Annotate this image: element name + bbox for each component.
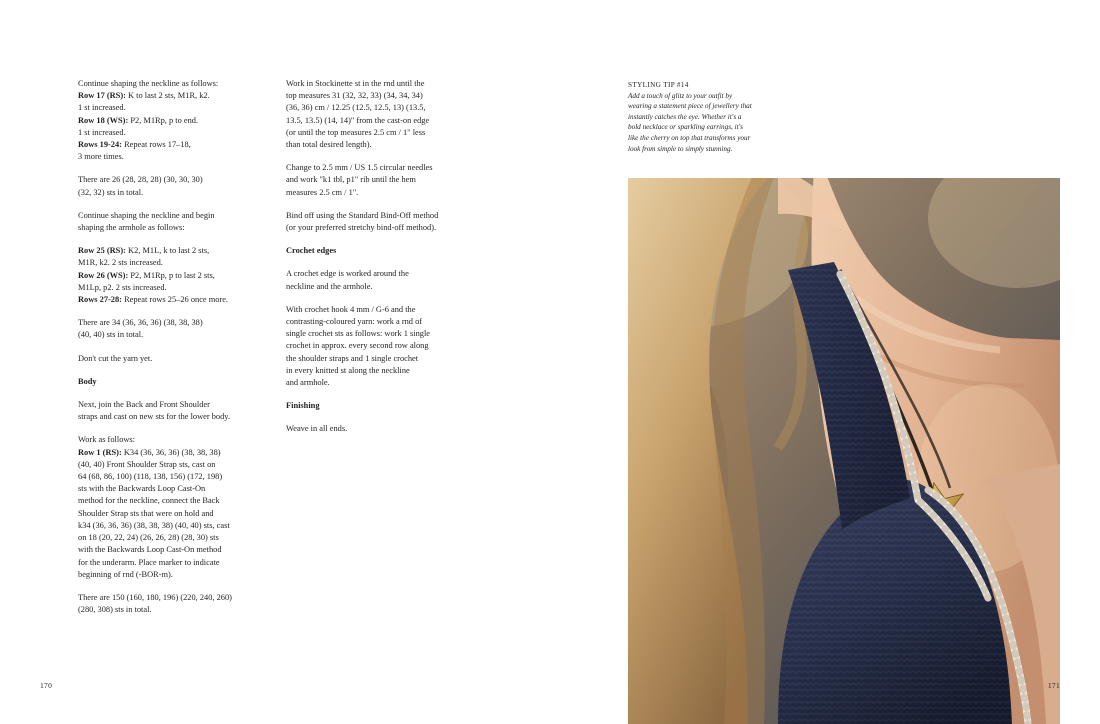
text-inc-2: 1 st increased. (78, 127, 126, 137)
text-row-18: P2, M1Rp, p to end. (130, 115, 199, 125)
styling-tip (628, 80, 754, 154)
text-continue-neckline: Continue shaping the neckline as follows: (78, 79, 219, 88)
label-row-18: Row 18 (WS): (78, 115, 129, 125)
heading-body: Body (78, 376, 97, 386)
text-rows-19-24: Repeat rows 17–18, (124, 140, 191, 150)
paragraph-crochet-detail: With crochet hook 4 mm / G-6 and the contrasting-coloured yarn: work a rnd of single crochet sts as follows: work 1 single crochet in approx. every second row along the shoulder straps and 1 single crochet in every knitted st along the neckline and armhole. (286, 304, 430, 388)
paragraph-row17-24 (78, 78, 262, 163)
text-row-26-cont: M1Lp, p2. 2 sts increased. (78, 282, 167, 292)
paragraph-dont-cut-yarn: Don't cut the yarn yet. (78, 353, 153, 363)
label-row-17: Row 17 (RS): (78, 91, 126, 101)
left-column-1 (78, 78, 262, 627)
paragraph-weave-ends: Weave in all ends. (286, 424, 348, 434)
paragraph-rib-hem: Change to 2.5 mm / US 1.5 circular needles and work "k1 tbl, p1" rib until the hem measures 2.5 cm / 1". (286, 163, 433, 197)
paragraph-stitch-count-2: There are 34 (36, 36, 36) (38, 38, 38) (40, 40) sts in total. (78, 318, 203, 340)
text-rows-27-28: Repeat rows 25–26 once more. (124, 295, 229, 305)
text-row-25-cont: M1R, k2. 2 sts increased. (78, 258, 163, 268)
text-row-26: P2, M1Rp, p to last 2 sts, (130, 270, 215, 280)
text-row-17: K to last 2 sts, M1R, k2. (128, 91, 210, 101)
label-row-26: Row 26 (WS): (78, 270, 129, 280)
text-row-1: K34 (36, 36, 36) (38, 38, 38) (123, 447, 221, 457)
styling-tip-title: STYLING TIP #14 (628, 81, 689, 89)
heading-crochet-edges: Crochet edges (286, 246, 337, 256)
paragraph-stitch-count-1: There are 26 (28, 28, 28) (30, 30, 30) (32, 32) sts in total. (78, 175, 203, 197)
text-rows-19-24-cont: 3 more times. (78, 152, 124, 162)
paragraph-rows-25-28 (78, 245, 262, 306)
text-inc-1: 1 st increased. (78, 103, 126, 113)
paragraph-stitch-count-3: There are 150 (160, 180, 196) (220, 240, 260) (280, 308) sts in total. (78, 592, 232, 615)
paragraph-crochet-intro: A crochet edge is worked around the neckline and the armhole. (286, 269, 409, 291)
label-row-1: Row 1 (RS): (78, 447, 122, 457)
photo-illustration (628, 178, 1060, 724)
paragraph-stockinette: Work in Stockinette st in the rnd until the top measures 31 (32, 32, 33) (34, 34, 34) (36, 36) cm / 12.25 (12.5, 12.5, 13) (13.5, 13.5, 13.5) (14, 14)" from the cast-on edge (or until the top measures 2.5 cm / 1" less than total desired length). (286, 79, 430, 150)
paragraph-row-1: Work as follows: Row 1 (RS): K34 (36, 36, 36) (38, 38, 38) (40, 40) Front Shoulder Strap sts, cast on 64 (68, 86, 100) (118, 138, 156) (172, 198) sts with the Backwards Loop Cast-On method for the neckline, connect the Back Shoulder Strap sts that were on hold and k34 (36, 36, 36) (38, 38, 38) (40, 40) sts, cast on 18 (20, 22, 24) (26, 26, 28) (28, 30) sts with the Backwards Loop Cast-On method for the underarm. Place marker to indicate beginning of rnd (-BOR-m). (78, 435, 230, 579)
text-row-25: K2, M1L, k to last 2 sts, (128, 246, 210, 256)
styling-tip-body: Add a touch of glitz to your outfit by wearing a statement piece of jewellery that instantly catches the eye. Whether it's a bold necklace or sparkling earrings, it's like the cherry on top that transforms your look from simple to simply stunning. (628, 91, 752, 153)
text-work-as-follows: Work as follows: (78, 435, 136, 445)
paragraph-bind-off: Bind off using the Standard Bind-Off method (or your preferred stretchy bind-off method). (286, 210, 439, 233)
photo-model-wearing-tank-top (628, 178, 1060, 724)
page-number-right: 171 (1047, 681, 1060, 690)
label-row-25: Row 25 (RS): (78, 246, 126, 256)
page-number-left: 170 (40, 681, 53, 690)
label-rows-19-24: Rows 19-24: (78, 140, 122, 150)
left-column-2 (286, 78, 474, 447)
label-rows-27-28: Rows 27-28: (78, 295, 122, 305)
paragraph-join-straps: Next, join the Back and Front Shoulder straps and cast on new sts for the lower body. (78, 400, 231, 422)
paragraph-begin-armhole: Continue shaping the neckline and begin shaping the armhole as follows: (78, 210, 215, 233)
heading-finishing: Finishing (286, 401, 320, 411)
